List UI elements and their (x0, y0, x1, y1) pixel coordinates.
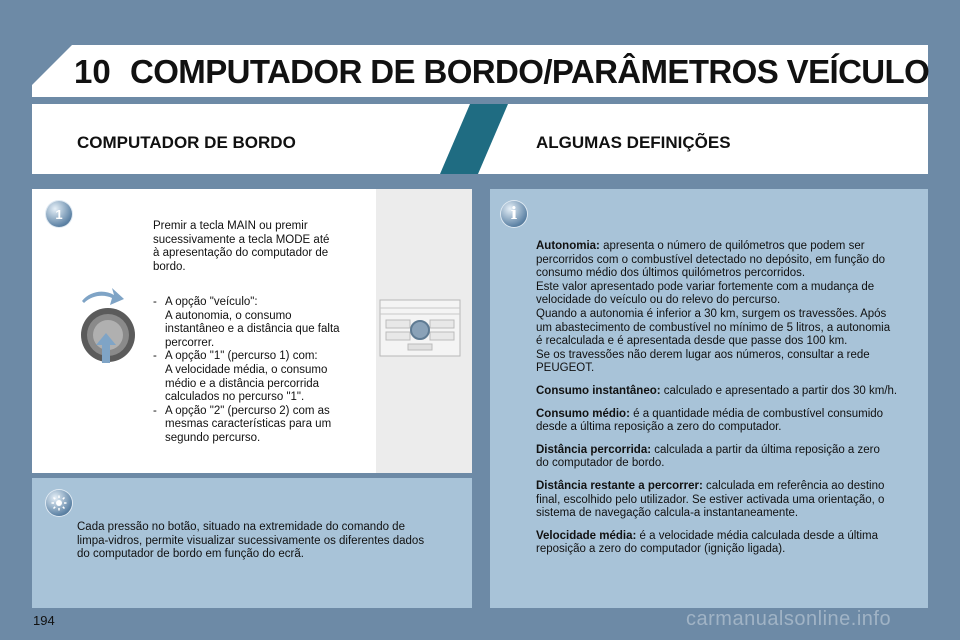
section-title-left: COMPUTADOR DE BORDO (77, 133, 296, 152)
watermark: carmanualsonline.info (686, 608, 892, 630)
chapter-number: 10 (74, 53, 111, 90)
sun-icon (51, 495, 67, 511)
info-icon: i (501, 201, 527, 227)
page-number: 194 (33, 613, 55, 628)
intro-line: Premir a tecla MAIN ou premir (153, 220, 308, 232)
options-list (153, 296, 375, 446)
option-trip-1: - A opção "1" (percurso 1) com: A velocidade média, o consumo médio e a distância percorrida calculados no percurso "1". (153, 350, 375, 404)
rotary-knob-icon (68, 283, 148, 373)
intro-line: à apresentação do computador de (153, 247, 329, 260)
step-badge: 1 (46, 201, 72, 227)
option-vehicle: - A opção "veículo": A autonomia, o consumo instantâneo e a distância que falta percorrer. (153, 296, 375, 350)
definition-average-speed: Velocidade média: é a velocidade média calculada desde a última reposição a zero do computador (ignição ligada). (536, 529, 879, 556)
tip-text: Cada pressão no botão, situado na extremidade do comando de limpa-vidros, permite visualizar sucessivamente os diferentes dados do computador de bordo em função do ecrã. (77, 521, 425, 561)
audio-unit-illustration (378, 298, 462, 358)
turn-arrow-icon (82, 288, 124, 305)
definition-autonomy: Autonomia: apresenta o número de quilómetros que podem ser percorridos com o combustível detectado no depósito, em função do consumo médio dos últimos quilómetros percorridos. Este valor apresentado pode variar fortemente com a mudança de velocidade do veículo ou do relevo do percurso. Quando a autonomia é inferior a 30 km, surgem os travessões. Após um abastecimento de combustível no mínimo de 5 litros, a autonomia é recalculada e é apresentada desde que passe dos 100 km. Se os travessões não derem lugar aos números, consultar a rede PEUGEOT. (536, 240, 891, 375)
definition-average-consumption: Consumo médio: é a quantidade média de combustível consumido desde a última reposição a zero do computador. (536, 407, 884, 434)
intro-line: sucessivamente a tecla MODE até (153, 233, 330, 246)
intro-text (153, 220, 368, 274)
option-trip-2: - A opção "2" (percurso 2) com as mesmas características para um segundo percurso. (153, 405, 375, 446)
definition-distance-travelled: Distância percorrida: calculada a partir da última reposição a zero do computador de bordo. (536, 443, 880, 470)
intro-line: bordo. (153, 260, 186, 273)
tip-badge (46, 490, 72, 516)
definition-remaining-distance: Distância restante a percorrer: calculada em referência ao destino final, escolhido pelo utilizador. Se estiver activada uma orientação, o sistema de navegação calcula-a instantaneamente. (536, 479, 885, 520)
definition-instant-consumption: Consumo instantâneo: calculado e apresentado a partir dos 30 km/h. (536, 384, 898, 397)
definitions-list (536, 240, 921, 566)
section-title-right: ALGUMAS DEFINIÇÕES (536, 133, 731, 152)
chapter-title: COMPUTADOR DE BORDO/PARÂMETROS VEÍCULO (130, 53, 930, 90)
